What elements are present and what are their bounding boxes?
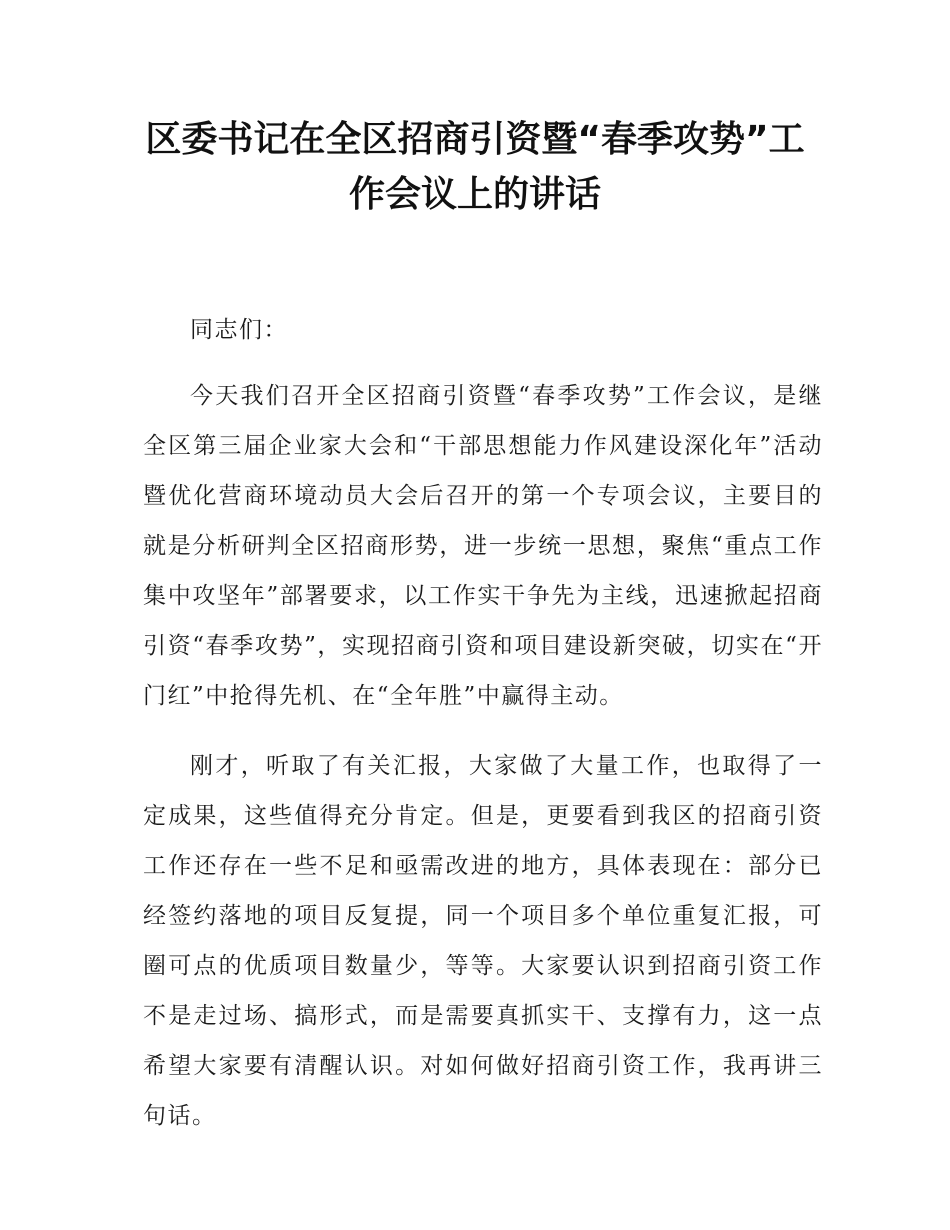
paragraph-2: 刚才，听取了有关汇报，大家做了大量工作，也取得了一定成果，这些值得充分肯定。但是，更要看到我区的招商引资工作还存在一些不足和亟需改进的地方，具体表现在：部分已经签约落地的项目反复提，同一个项目多个单位重复汇报，可圈可点的优质项目数量少，等等。大家要认识到招商引资工作不是走过场、搞形式，而是需要真抓实干、支撑有力，这一点希望大家要有清醒认识。对如何做好招商引资工作，我再讲三句话。 xyxy=(143,753,823,1129)
document-title: 区委书记在全区招商引资暨“春季攻势”工作会议上的讲话 xyxy=(145,119,805,215)
salutation: 同志们： xyxy=(190,317,288,343)
document-body xyxy=(143,305,823,1161)
paragraph-1: 今天我们召开全区招商引资暨“春季攻势”工作会议，是继全区第三届企业家大会和“干部思想能力作风建设深化年”活动暨优化营商环境动员大会后召开的第一个专项会议，主要目的就是分析研判全区招商形势，进一步统一思想，聚焦“重点工作集中攻坚年”部署要求，以工作实干争先为主线，迅速掀起招商引资“春季攻势”，实现招商引资和项目建设新突破，切实在“开门红”中抢得先机、在“全年胜”中赢得主动。 xyxy=(143,383,823,709)
